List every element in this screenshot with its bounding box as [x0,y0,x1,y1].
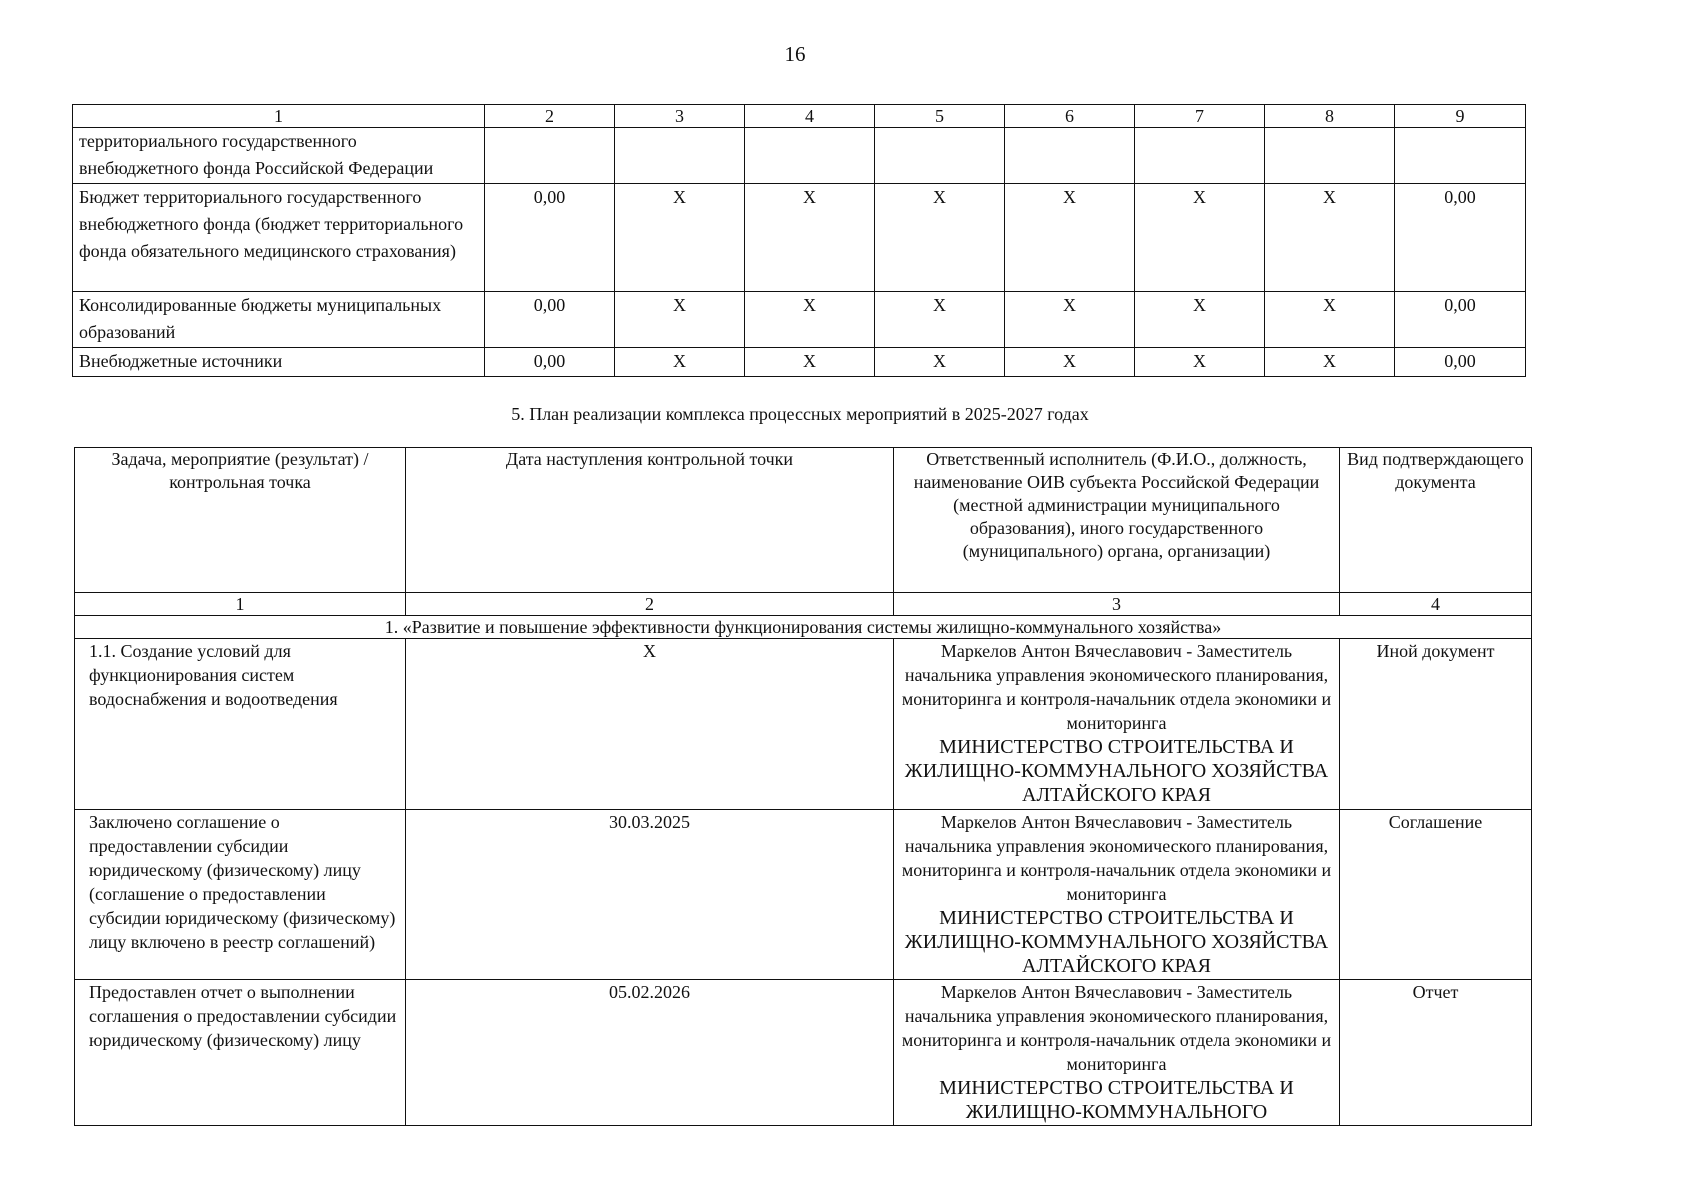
table-cell [485,128,615,184]
table-header-row [73,105,1526,128]
source-name: Консолидированные бюджеты муниципальных образований [73,292,485,348]
table-cell: 0,00 [1395,184,1526,292]
table-cell: X [1005,184,1135,292]
table-row [75,810,1532,980]
table-header-row [75,448,1532,593]
header-executor: Ответственный исполнитель (Ф.И.О., должность, наименование ОИВ субъекта Российской Федерации (местной администрации муниципального образования), иного государственного (муниципального) органа, организации) [894,448,1340,593]
header-task: Задача, мероприятие (результат) / контрольная точка [75,448,406,593]
column-number: 9 [1395,105,1526,128]
table-row [75,639,1532,810]
task-cell: Заключено соглашение о предоставлении субсидии юридическому (физическому) лицу (соглашение о предоставлении субсидии юридическому (физическому) лицу включено в реестр соглашений) [75,810,406,980]
table-cell: 0,00 [485,292,615,348]
table-cell [1135,128,1265,184]
table-cell: X [615,348,745,377]
document-cell: Отчет [1340,980,1532,1126]
column-number: 8 [1265,105,1395,128]
column-number: 4 [745,105,875,128]
table-cell [1005,128,1135,184]
document-cell: Соглашение [1340,810,1532,980]
executor-cell [894,810,1340,980]
section-title: 5. План реализации комплекса процессных мероприятий в 2025-2027 годах [511,404,1089,424]
table-cell: X [745,292,875,348]
organization-name: МИНИСТЕРСТВО СТРОИТЕЛЬСТВА И ЖИЛИЩНО-КОММУНАЛЬНОГО ХОЗЯЙСТВА АЛТАЙСКОГО КРАЯ [904,907,1329,977]
executor-name: Маркелов Антон Вячеславович - Заместитель начальника управления экономического планирования, мониторинга и контроля-начальник отдела экономики и мониторинга [901,982,1332,1074]
process-plan-table [74,447,1532,1126]
task-cell: 1.1. Создание условий для функционирования систем водоснабжения и водоотведения [75,639,406,810]
table-cell: X [875,292,1005,348]
funding-sources-table [72,104,1526,377]
column-number: 1 [75,593,406,616]
header-document: Вид подтверждающего документа [1340,448,1532,593]
table-row [73,348,1526,377]
column-number: 3 [894,593,1340,616]
source-name: территориального государственного внебюджетного фонда Российской Федерации [73,128,485,184]
column-number: 2 [485,105,615,128]
table-cell: 0,00 [485,348,615,377]
date-cell: 05.02.2026 [406,980,894,1126]
table-cell [1265,128,1395,184]
column-number: 7 [1135,105,1265,128]
table-cell: X [1135,348,1265,377]
document-cell: Иной документ [1340,639,1532,810]
organization-name: МИНИСТЕРСТВО СТРОИТЕЛЬСТВА И ЖИЛИЩНО-КОММУНАЛЬНОГО [939,1077,1294,1123]
table-cell: X [1265,348,1395,377]
table-row [73,292,1526,348]
table-cell: X [1265,184,1395,292]
table-cell: X [615,292,745,348]
column-number: 5 [875,105,1005,128]
table-cell [745,128,875,184]
table-cell: X [875,348,1005,377]
table-row [73,128,1526,184]
column-numbers-row [75,593,1532,616]
task-cell: Предоставлен отчет о выполнении соглашения о предоставлении субсидии юридическому (физическому) лицу [75,980,406,1126]
date-cell: 30.03.2025 [406,810,894,980]
column-number: 2 [406,593,894,616]
date-cell: X [406,639,894,810]
table-cell: X [745,348,875,377]
table-cell: 0,00 [1395,292,1526,348]
column-number: 6 [1005,105,1135,128]
organization-name: МИНИСТЕРСТВО СТРОИТЕЛЬСТВА И ЖИЛИЩНО-КОММУНАЛЬНОГО ХОЗЯЙСТВА АЛТАЙСКОГО КРАЯ [904,736,1329,806]
table-row [73,184,1526,292]
table-cell: 0,00 [485,184,615,292]
table-cell: X [615,184,745,292]
executor-name: Маркелов Антон Вячеславович - Заместитель начальника управления экономического планирования, мониторинга и контроля-начальник отдела экономики и мониторинга [901,641,1332,733]
table-cell: 0,00 [1395,348,1526,377]
executor-cell [894,980,1340,1126]
table-cell [615,128,745,184]
table-cell: X [745,184,875,292]
table-cell [1395,128,1526,184]
table-cell: X [875,184,1005,292]
column-number: 3 [615,105,745,128]
table-cell: X [1005,292,1135,348]
column-number: 4 [1340,593,1532,616]
table-row [75,980,1532,1126]
table-cell: X [1135,184,1265,292]
column-number: 1 [73,105,485,128]
table-cell: X [1005,348,1135,377]
header-date: Дата наступления контрольной точки [406,448,894,593]
table-cell: X [1135,292,1265,348]
table-cell [875,128,1005,184]
source-name: Бюджет территориального государственного внебюджетного фонда (бюджет территориального фонда обязательного медицинского страхования) [73,184,485,292]
executor-name: Маркелов Антон Вячеславович - Заместитель начальника управления экономического планирования, мониторинга и контроля-начальник отдела экономики и мониторинга [901,812,1332,904]
table-cell: X [1265,292,1395,348]
source-name: Внебюджетные источники [73,348,485,377]
page-number: 16 [784,42,806,66]
executor-cell [894,639,1340,810]
section-heading: 1. «Развитие и повышение эффективности функционирования системы жилищно-коммунального хозяйства» [75,616,1532,639]
section-row [75,616,1532,639]
